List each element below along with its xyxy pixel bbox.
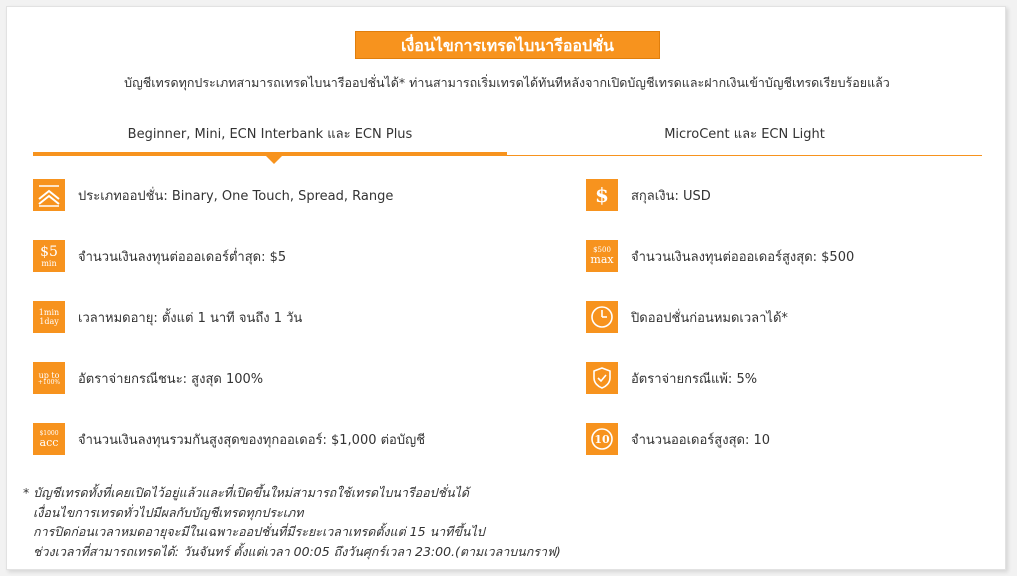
feature-win-payout xyxy=(33,362,263,394)
page-title: เงื่อนไขการเทรดไบนารีออปชั่น xyxy=(355,31,660,59)
upto-100-icon: up to +100% xyxy=(33,362,65,394)
footnote-line: ช่วงเวลาที่สามารถเทรดได้: วันจันทร์ ตั้งแต่เวลา 00:05 ถึงวันศุกร์เวลา 23:00.(ตามเวลาบนกราฟ) xyxy=(33,543,561,559)
acc-1000-icon: $1000 acc xyxy=(33,423,65,455)
feature-early-close xyxy=(586,301,788,333)
feature-loss-payout xyxy=(586,362,757,394)
feature-text: ปิดออปชั่นก่อนหมดเวลาได้* xyxy=(631,310,788,326)
feature-text: อัตราจ่ายกรณีชนะ: สูงสุด 100% xyxy=(78,371,264,387)
min-5-icon: $5 min xyxy=(33,240,65,272)
feature-text: จำนวนออเดอร์สูงสุด: 10 xyxy=(631,432,770,448)
feature-max-orders xyxy=(586,423,770,455)
chart-icon xyxy=(33,179,65,211)
footnote-line: การปิดก่อนเวลาหมดอายุจะมีในเฉพาะออปชั่นที่มีระยะเวลาเทรดตั้งแต่ 15 นาทีขึ้นไป xyxy=(33,524,485,539)
feature-option-types xyxy=(33,179,393,211)
dollar-icon: $ xyxy=(586,179,618,211)
feature-max-investment xyxy=(586,240,854,272)
feature-text: จำนวนเงินลงทุนต่อออเดอร์สูงสุด: $500 xyxy=(631,249,855,265)
feature-text: สกุลเงิน: USD xyxy=(631,188,711,204)
footnote-line: * บัญชีเทรดทั้งที่เคยเปิดไว้อยู่แล้วและที่เปิดขึ้นใหม่สามารถใช้เทรดไบนารีออปชั่นได้ xyxy=(23,485,470,500)
footnote-line: เงื่อนไขการเทรดทั่วไปมีผลกับบัญชีเทรดทุกประเภท xyxy=(33,504,304,520)
footnotes xyxy=(23,483,561,561)
active-tab-caret xyxy=(266,156,282,164)
feature-currency xyxy=(586,179,711,211)
feature-max-total-investment xyxy=(33,423,425,455)
feature-text: อัตราจ่ายกรณีแพ้: 5% xyxy=(631,371,758,387)
clock-icon xyxy=(586,301,618,333)
time-range-icon: 1min 1day xyxy=(33,301,65,333)
feature-text: จำนวนเงินลงทุนรวมกันสูงสุดของทุกออเดอร์: $1,000 ต่อบัญชี xyxy=(78,432,426,448)
tab-microcent-ecn-light[interactable]: MicroCent และ ECN Light xyxy=(664,127,825,142)
page-subtitle: บัญชีเทรดทุกประเภทสามารถเทรดไบนารีออปชั่นได้* ท่านสามารถเริ่มเทรดได้ทันทีหลังจากเปิดบัญชีเทรดและฝากเงินเข้าบัญชีเทรดเรียบร้อยแล้ว xyxy=(124,75,890,90)
max-500-icon: $500 max xyxy=(586,240,618,272)
feature-text: ประเภทออปชั่น: Binary, One Touch, Spread, Range xyxy=(78,188,394,204)
tab-beginner-mini-ecn[interactable]: Beginner, Mini, ECN Interbank และ ECN Plus xyxy=(127,127,413,142)
feature-expiry xyxy=(33,301,302,333)
ten-circle-icon: 10 xyxy=(586,423,618,455)
feature-text: เวลาหมดอายุ: ตั้งแต่ 1 นาที จนถึง 1 วัน xyxy=(78,310,303,326)
trading-conditions-card xyxy=(6,6,1006,570)
feature-text: จำนวนเงินลงทุนต่อออเดอร์ต่ำสุด: $5 xyxy=(78,249,287,265)
feature-min-investment xyxy=(33,240,286,272)
tab-underline xyxy=(507,155,982,156)
shield-icon xyxy=(586,362,618,394)
